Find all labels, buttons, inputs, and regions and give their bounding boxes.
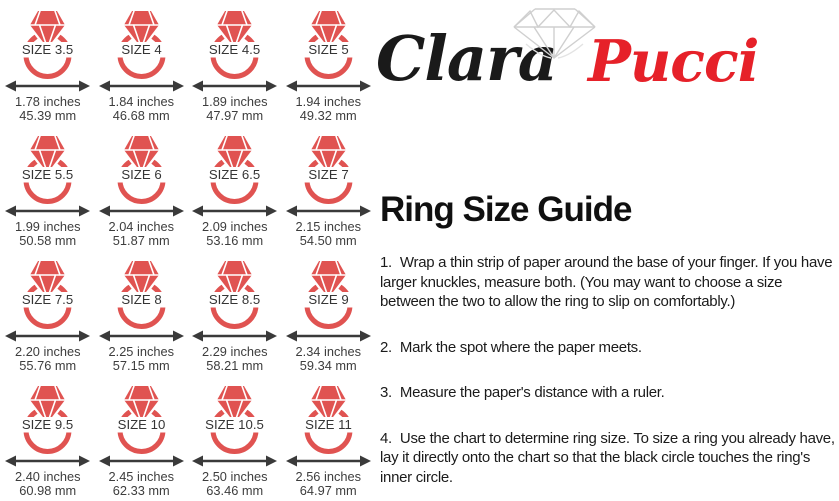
- ring-diagram: [1, 5, 94, 93]
- ring-size-label: SIZE 11: [304, 417, 352, 432]
- instruction-item: [380, 338, 837, 358]
- ring-measurements: [109, 220, 174, 249]
- instruction-number: 4.: [380, 429, 392, 447]
- ring-inches-label: 2.29 inches: [202, 344, 268, 359]
- instruction-item: [380, 383, 837, 403]
- ring-mm-label: 55.76 mm: [19, 358, 77, 374]
- ring-diagram: [282, 130, 375, 218]
- ring-size-label: SIZE 8.5: [209, 292, 261, 307]
- instruction-text: Mark the spot where the paper meets.: [399, 338, 642, 356]
- logo-text-pucci: Pucci: [588, 28, 759, 95]
- ring-size-label: SIZE 10.5: [205, 417, 265, 432]
- ring-size-label: SIZE 3.5: [22, 42, 74, 57]
- ring-inches-label: 2.20 inches: [15, 344, 81, 359]
- ring-size-label: SIZE 5.5: [22, 167, 74, 182]
- ring-measurements: [15, 345, 80, 374]
- ring-size-cell: [282, 5, 376, 130]
- ring-diagram: [95, 130, 188, 218]
- ring-diagram: [282, 380, 375, 468]
- ring-size-label: SIZE 6: [121, 167, 162, 182]
- ring-size-label: SIZE 9: [308, 292, 349, 307]
- diameter-arrow-icon: [5, 456, 90, 467]
- ring-inches-label: 2.34 inches: [295, 344, 361, 359]
- ring-diagram: [95, 255, 188, 343]
- brand-panel: [374, 0, 839, 501]
- ring-measurements: [109, 95, 174, 124]
- ring-size-label: SIZE 5: [308, 42, 349, 57]
- ring-mm-label: 60.98 mm: [19, 483, 77, 499]
- ring-measurements: [202, 220, 267, 249]
- ring-size-label: SIZE 7: [308, 167, 349, 182]
- ring-size-label: SIZE 9.5: [22, 417, 74, 432]
- instructions-list: [380, 253, 837, 501]
- ring-size-cell: [282, 380, 376, 501]
- diameter-arrow-icon: [5, 206, 90, 217]
- instruction-number: 2.: [380, 338, 392, 356]
- ring-size-cell: [1, 5, 95, 130]
- ring-mm-label: 54.50 mm: [299, 233, 357, 249]
- ring-mm-label: 49.32 mm: [299, 108, 357, 124]
- ring-inches-label: 1.78 inches: [15, 94, 81, 109]
- diameter-arrow-icon: [286, 456, 371, 467]
- diameter-arrow-icon: [99, 331, 184, 342]
- ring-size-cell: [1, 130, 95, 255]
- ring-mm-label: 50.58 mm: [19, 233, 77, 249]
- ring-size-label: SIZE 6.5: [209, 167, 261, 182]
- diameter-arrow-icon: [286, 81, 371, 92]
- diameter-arrow-icon: [192, 206, 277, 217]
- ring-measurements: [202, 470, 267, 499]
- ring-measurements: [202, 345, 267, 374]
- instruction-number: 3.: [380, 384, 392, 401]
- ring-measurements: [15, 95, 80, 124]
- ring-inches-label: 2.56 inches: [295, 469, 361, 484]
- ring-inches-label: 2.50 inches: [202, 469, 268, 484]
- diameter-arrow-icon: [5, 81, 90, 92]
- ring-size-cell: [188, 130, 282, 255]
- ring-size-cell: [95, 130, 189, 255]
- ring-inches-label: 2.09 inches: [202, 219, 268, 234]
- ring-mm-label: 45.39 mm: [19, 108, 77, 124]
- ring-inches-label: 1.99 inches: [15, 219, 81, 234]
- ring-diagram: [1, 380, 94, 468]
- diameter-arrow-icon: [99, 456, 184, 467]
- ring-mm-label: 53.16 mm: [206, 233, 264, 249]
- ring-measurements: [109, 345, 174, 374]
- ring-diagram: [95, 380, 188, 468]
- ring-diagram: [282, 5, 375, 93]
- ring-mm-label: 58.21 mm: [206, 358, 264, 374]
- ring-diagram: [188, 380, 281, 468]
- guide-heading: Ring Size Guide: [380, 190, 632, 229]
- ring-measurements: [202, 95, 267, 124]
- ring-inches-label: 1.94 inches: [295, 94, 361, 109]
- instruction-text: Wrap a thin strip of paper around the base of your finger. If you have larger knuckles, measure both. (You may want to choose a size between the two to allow the ring to slip on comfortably.): [380, 254, 833, 310]
- ring-measurements: [296, 220, 361, 249]
- ring-diagram: [188, 5, 281, 93]
- ring-diagram: [1, 130, 94, 218]
- ring-size-label: SIZE 4.5: [209, 42, 261, 57]
- ring-inches-label: 1.89 inches: [202, 94, 268, 109]
- ring-mm-label: 57.15 mm: [112, 358, 170, 374]
- ring-diagram: [1, 255, 94, 343]
- logo-text-clara: Clara: [376, 22, 557, 95]
- diameter-arrow-icon: [5, 331, 90, 342]
- ring-mm-label: 63.46 mm: [206, 483, 264, 499]
- brand-logo: [374, 0, 839, 108]
- ring-size-cell: [95, 5, 189, 130]
- ring-size-chart: [1, 5, 375, 501]
- ring-size-cell: [1, 380, 95, 501]
- ring-measurements: [296, 470, 361, 499]
- ring-diagram: [95, 5, 188, 93]
- instruction-item: [380, 429, 837, 488]
- ring-measurements: [109, 470, 174, 499]
- ring-inches-label: 2.15 inches: [295, 219, 361, 234]
- ring-measurements: [15, 220, 80, 249]
- ring-size-cell: [1, 255, 95, 380]
- ring-diagram: [188, 255, 281, 343]
- diameter-arrow-icon: [192, 331, 277, 342]
- ring-inches-label: 2.45 inches: [108, 469, 174, 484]
- ring-size-cell: [188, 380, 282, 501]
- ring-measurements: [296, 345, 361, 374]
- ring-mm-label: 51.87 mm: [112, 233, 170, 249]
- ring-diagram: [188, 130, 281, 218]
- ring-size-cell: [282, 255, 376, 380]
- ring-inches-label: 2.04 inches: [108, 219, 174, 234]
- instruction-number: 1.: [380, 254, 392, 271]
- ring-mm-label: 64.97 mm: [299, 483, 357, 499]
- ring-size-cell: [95, 380, 189, 501]
- ring-size-cell: [95, 255, 189, 380]
- diameter-arrow-icon: [192, 81, 277, 92]
- diameter-arrow-icon: [99, 81, 184, 92]
- ring-size-cell: [282, 130, 376, 255]
- diameter-arrow-icon: [99, 206, 184, 217]
- ring-size-cell: [188, 255, 282, 380]
- diameter-arrow-icon: [286, 206, 371, 217]
- ring-mm-label: 47.97 mm: [206, 108, 264, 124]
- instruction-item: [380, 253, 837, 312]
- ring-size-label: SIZE 10: [117, 417, 166, 432]
- ring-inches-label: 1.84 inches: [108, 94, 174, 109]
- ring-size-label: SIZE 4: [121, 42, 162, 57]
- ring-size-label: SIZE 7.5: [22, 292, 74, 307]
- ring-measurements: [296, 95, 361, 124]
- instruction-text: Measure the paper's distance with a ruler.: [399, 384, 665, 401]
- ring-mm-label: 46.68 mm: [112, 108, 170, 124]
- ring-mm-label: 59.34 mm: [299, 358, 357, 374]
- ring-mm-label: 62.33 mm: [112, 483, 170, 499]
- instruction-text: Use the chart to determine ring size. To size a ring you already have, lay it directly onto the chart so that the black circle touches the ring's inner circle.: [380, 429, 835, 486]
- ring-size-cell: [188, 5, 282, 130]
- ring-inches-label: 2.40 inches: [15, 469, 81, 484]
- ring-inches-label: 2.25 inches: [108, 344, 174, 359]
- diameter-arrow-icon: [286, 331, 371, 342]
- ring-size-label: SIZE 8: [121, 292, 162, 307]
- ring-measurements: [15, 470, 80, 499]
- diameter-arrow-icon: [192, 456, 277, 467]
- ring-diagram: [282, 255, 375, 343]
